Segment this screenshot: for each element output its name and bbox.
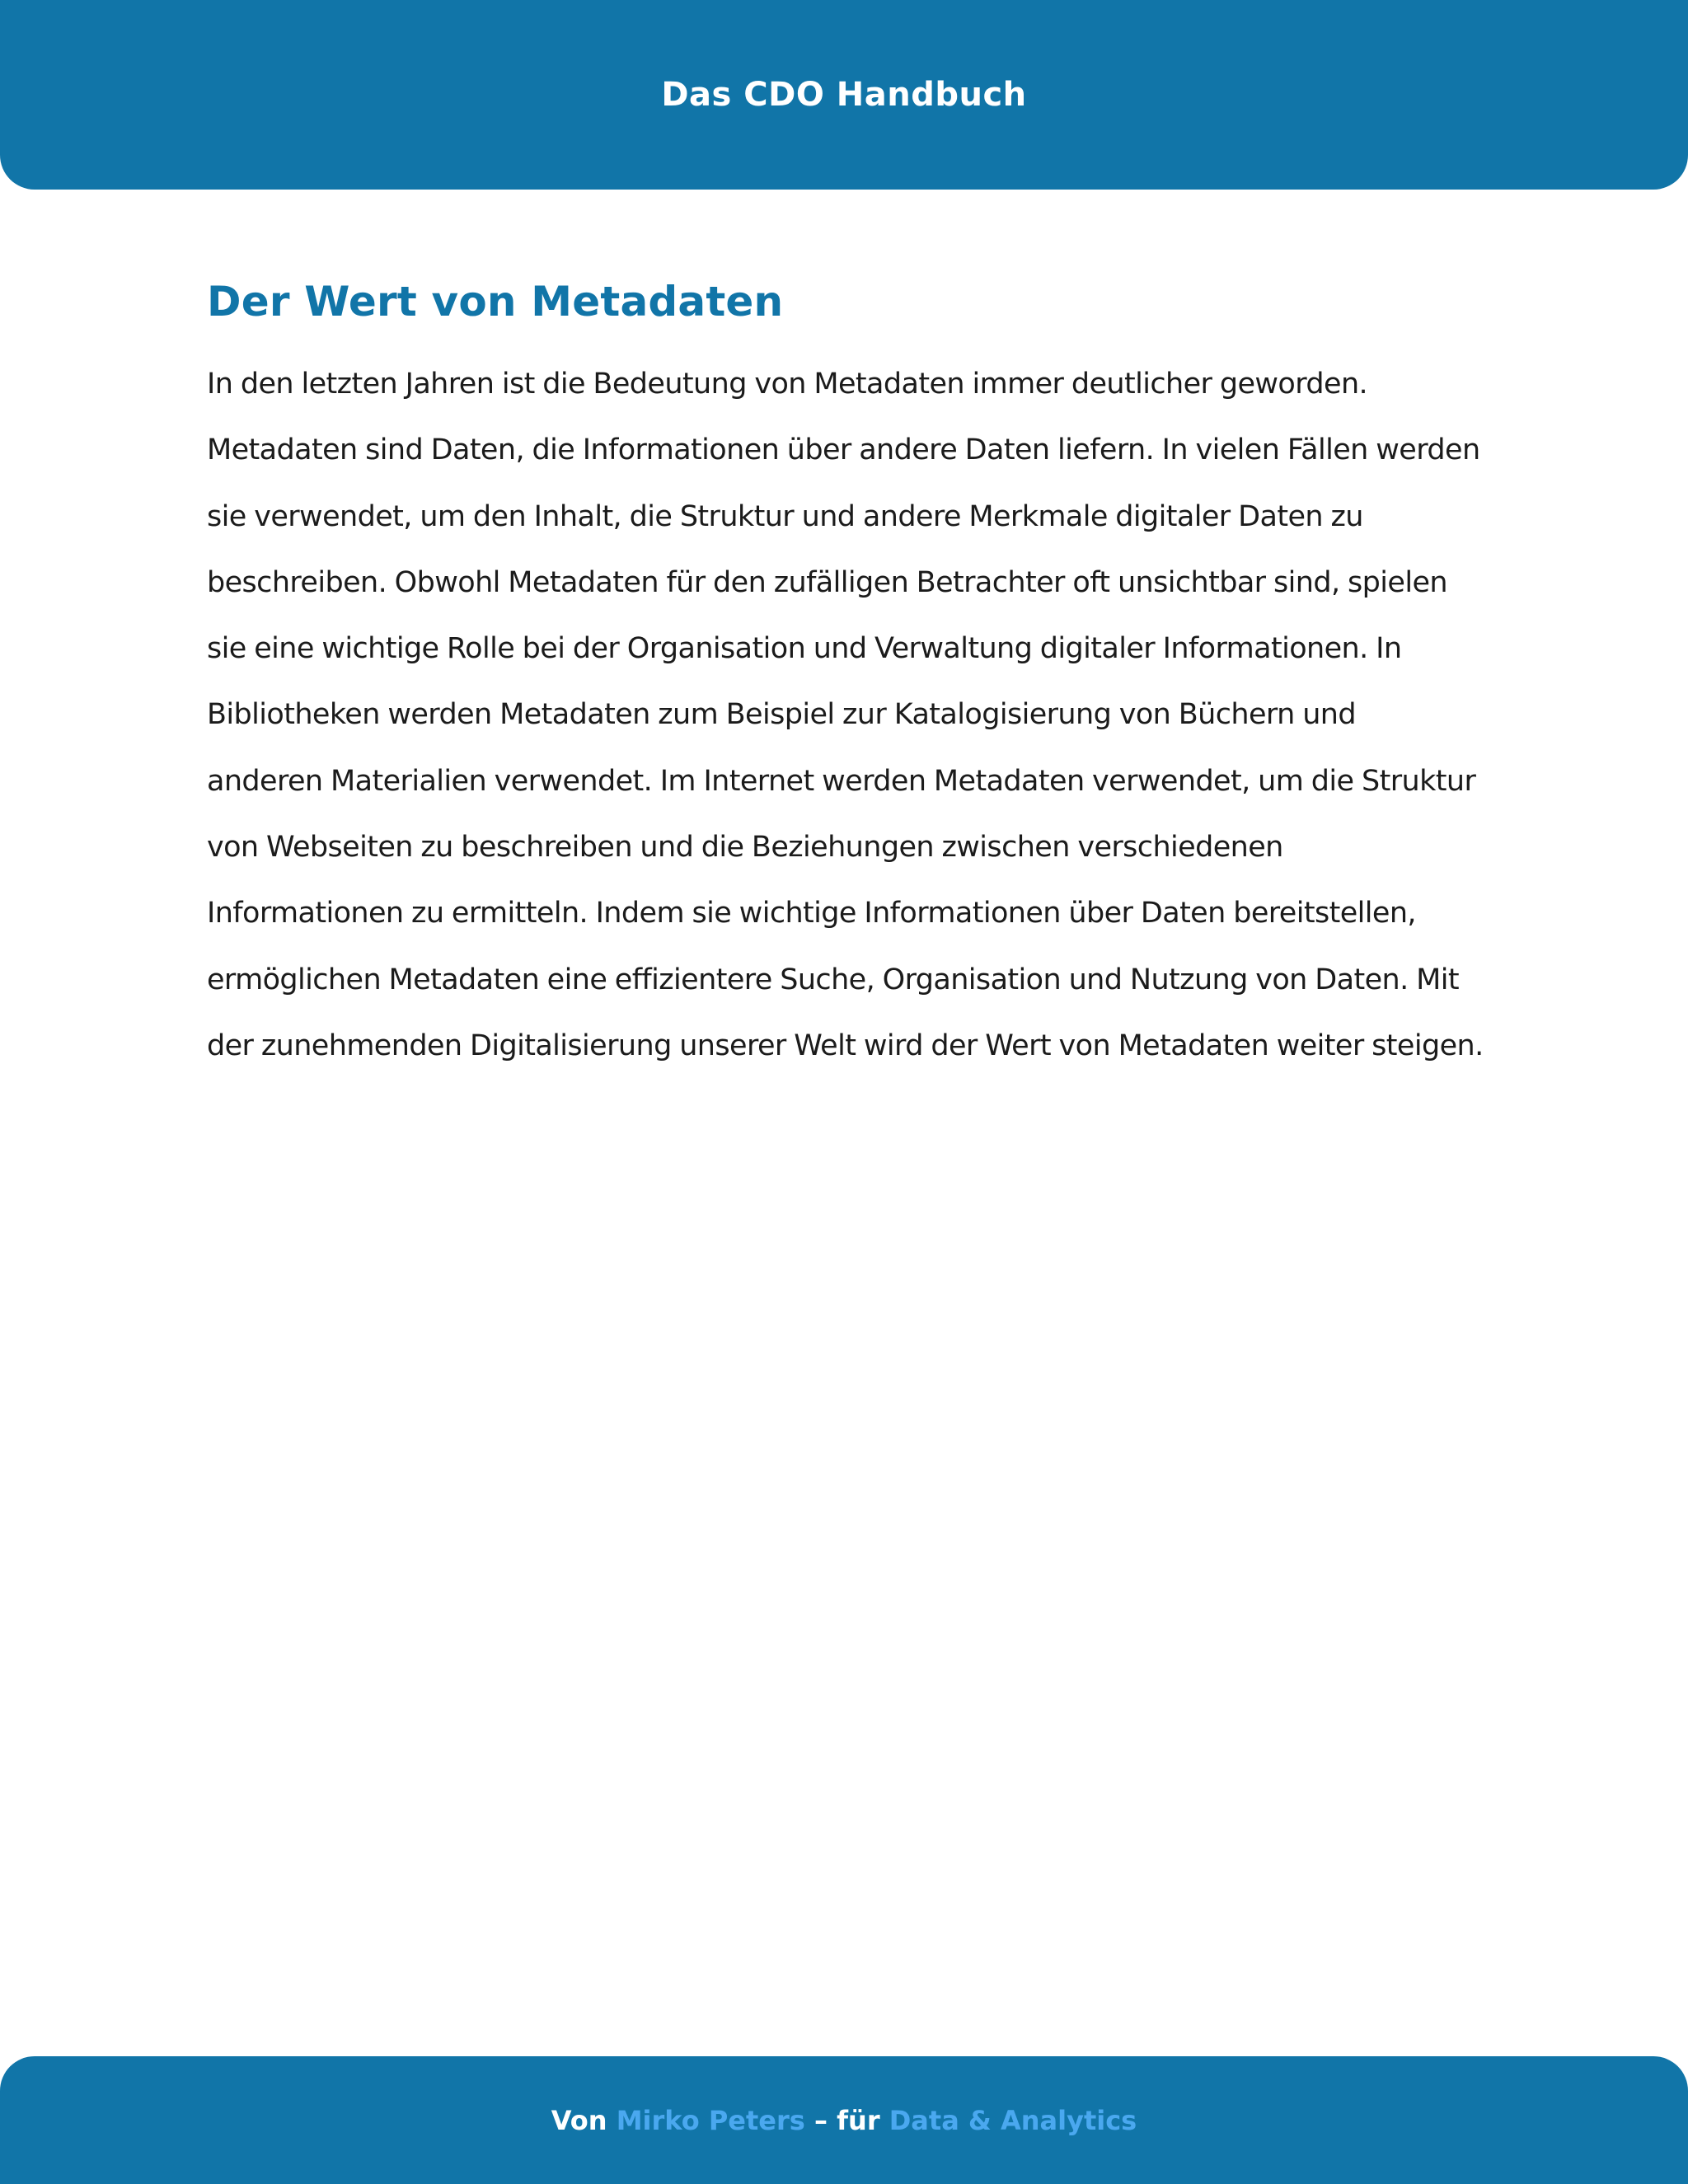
header-title: Das CDO Handbuch: [661, 76, 1027, 114]
footer-prefix: Von: [551, 2104, 607, 2136]
main-content: [207, 272, 1493, 1079]
footer-separator: – für: [814, 2104, 880, 2136]
page-header: [0, 0, 1688, 190]
footer-credit: [551, 2104, 1137, 2137]
page-footer: [0, 2056, 1688, 2184]
footer-author: Mirko Peters: [616, 2104, 805, 2136]
section-title: Der Wert von Metadaten: [207, 278, 784, 326]
body-paragraph: In den letzten Jahren ist die Bedeutung von Metadaten immer deutlicher geworden. Metadaten sind Daten, die Informationen über andere Daten liefern. In vielen Fällen werden sie verwendet, um den Inhalt, die Struktur und andere Merkmale digitaler Daten zu beschreiben. Obwohl Metadaten für den zufälligen Betrachter oft unsichtbar sind, spielen sie eine wichtige Rolle bei der Organisation und Verwaltung digitaler Informationen. In Bibliotheken werden Metadaten zum Beispiel zur Katalogisierung von Büchern und anderen Materialien verwendet. Im Internet werden Metadaten verwendet, um die Struktur von Webseiten zu beschreiben und die Beziehungen zwischen verschiedenen Informationen zu ermitteln. Indem sie wichtige Informationen über Daten bereitstellen, ermöglichen Metadaten eine effizientere Suche, Organisation und Nutzung von Daten. Mit der zunehmenden Digitalisierung unserer Welt wird der Wert von Metadaten weiter steigen.: [207, 368, 1484, 1062]
footer-topic: Data & Analytics: [889, 2104, 1137, 2136]
